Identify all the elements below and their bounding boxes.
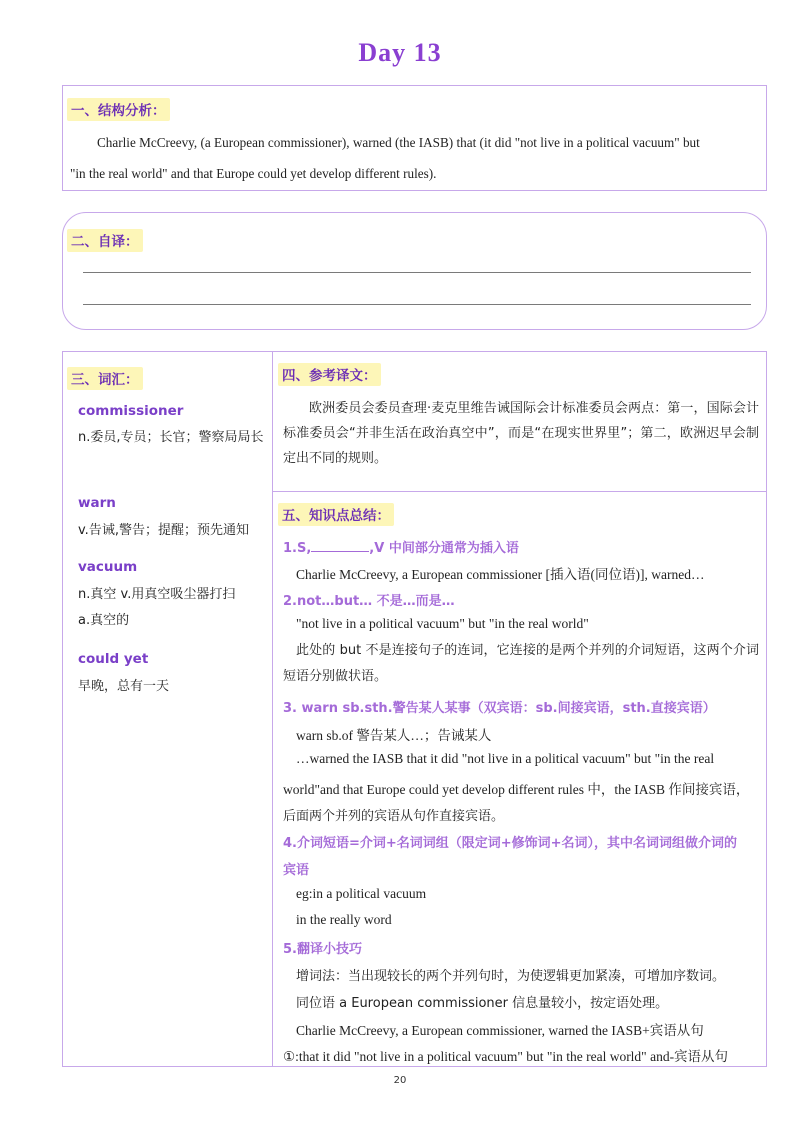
kp3-explanation-line-2: world"and that Europe could yet develop different rules 中，the IASB 作间接宾语， [283,782,750,797]
kp1-example: Charlie McCreevy, a European commissioner [插入语(同位语)], warned… [296,567,705,582]
knowledge-point-1-heading [283,537,519,556]
page-number: 20 [393,1075,407,1086]
self-translation-box [62,212,767,330]
answer-line-1 [83,272,751,273]
vocab-word: warn [78,495,116,511]
kp3-explanation-line-3: 后面两个并列的宾语从句作直接宾语。 [283,809,505,824]
kp3-example: warn sb.of 警告某人…；告诫某人 [296,728,492,743]
kp2-example: "not live in a political vacuum" but "in the real world" [296,616,589,631]
vocabulary-box [62,351,273,1067]
vocab-word: commissioner [78,403,184,419]
vocab-definition: n.委员,专员；长官；警察局局长 [78,430,264,445]
vocab-definition: n.真空 v.用真空吸尘器打扫 [78,587,236,602]
fill-blank [311,541,369,552]
kp3-explanation-line-1: …warned the IASB that it did "not live in a political vacuum" but "in the real [296,751,715,766]
vocab-definition: a.真空的 [78,613,130,628]
structure-analysis-label: 一、结构分析： [67,98,170,121]
kp2-explanation: 此处的 but 不是连接句子的连词，它连接的是两个并列的介词短语，这两个介词短语分别做状语。 [283,643,759,684]
kp1-heading-start: 1.S, [283,541,312,556]
kp1-heading-end: ,V 中间部分通常为插入语 [369,541,519,556]
knowledge-point-3-heading: 3. warn sb.sth.警告某人某事（双宾语：sb.间接宾语，sth.直接宾语） [283,701,716,716]
knowledge-point-2-heading: 2.not…but… 不是…而是… [283,594,455,609]
knowledge-summary-label: 五、知识点总结： [278,503,394,526]
answer-line-2 [83,304,751,305]
kp5-line-1: 增词法：当出现较长的两个并列句时，为使逻辑更加紧凑，可增加序数词。 [296,969,726,984]
knowledge-point-4-heading-line-2: 宾语 [283,863,310,878]
kp4-example-1: eg:in a political vacuum [296,886,427,901]
vocab-definition: v.告诫,警告；提醒；预先通知 [78,523,249,538]
knowledge-point-5-heading: 5.翻译小技巧 [283,942,362,957]
vocab-word: vacuum [78,559,138,575]
page-title: Day 13 [358,38,442,67]
kp5-line-3: Charlie McCreevy, a European commissioner, warned the IASB+宾语从句 [296,1023,704,1038]
knowledge-point-4-heading-line-1: 4.介词短语=介词+名词词组（限定词+修饰词+名词），其中名词词组做介词的 [283,836,738,851]
reference-translation-label: 四、参考译文： [278,363,381,386]
vocab-definition: 早晚，总有一天 [78,679,170,694]
kp4-example-2: in the really word [296,912,392,927]
structure-analysis-line-1: Charlie McCreevy, (a European commissioner), warned (the IASB) that (it did "not live in a political vacuum" but [97,135,700,150]
kp5-line-4: ①:that it did "not live in a political vacuum" but "in the real world" and-宾语从句 [283,1049,729,1064]
self-translation-label: 二、自译： [67,229,143,252]
reference-translation-text: 欧洲委员会委员查理·麦克里维告诫国际会计标准委员会两点：第一，国际会计标准委员会“并非生活在政治真空中”，而是“在现实世界里”；第二，欧洲迟早会制定出不同的规则。 [283,401,759,466]
vocabulary-label: 三、词汇： [67,367,143,390]
vocab-word: could yet [78,651,149,667]
kp5-line-2: 同位语 a European commissioner 信息量较小，按定语处理。 [296,996,669,1011]
structure-analysis-line-2: "in the real world" and that Europe could yet develop different rules). [70,166,437,181]
